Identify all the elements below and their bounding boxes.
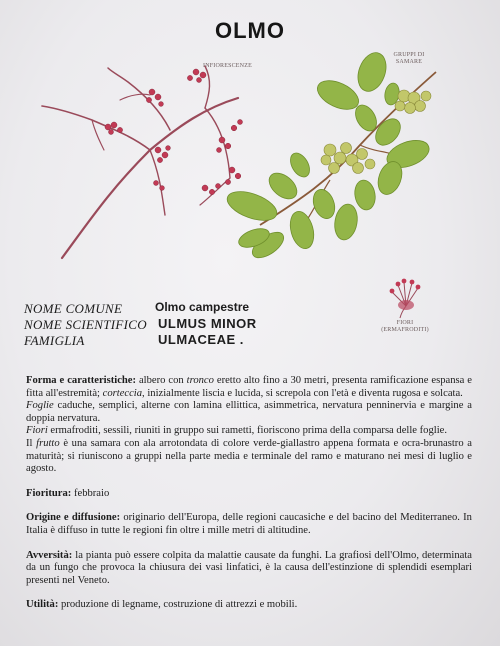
- utilita-paragraph: [26, 599, 472, 612]
- frutto-paragraph: [26, 438, 472, 476]
- origine-text: originario dell'Europa, delle regioni caucasiche e del bacino del Mediterraneo. In Italia è diffuso in tutte le regioni fin oltre i mille metri di altitudine.: [26, 512, 472, 536]
- fiori-label: Fiori: [26, 425, 48, 437]
- forma-paragraph: [26, 375, 472, 400]
- nome-comune-label: NOME COMUNE: [24, 301, 123, 316]
- forma-label: Forma e caratteristiche:: [26, 375, 137, 386]
- fioritura-text: febbraio: [71, 487, 110, 499]
- forma-text-c: , inizialmente liscia e lucida, si screpola con l'età e diventa rugosa e solcata.: [142, 387, 463, 399]
- page-title: OLMO: [215, 18, 285, 43]
- utilita-text: produzione di legname, costruzione di attrezzi e mobili.: [58, 599, 298, 611]
- avversita-label: Avversità:: [26, 549, 73, 561]
- fioritura-paragraph: [26, 488, 472, 501]
- foglie-paragraph: [26, 400, 472, 425]
- utilita-label: Utilità:: [26, 599, 59, 611]
- fiori-text: ermafroditi, sessili, riuniti in gruppo sui rametti, fioriscono prima della comparsa delle foglie.: [47, 425, 448, 437]
- fiori-paragraph: [26, 425, 472, 438]
- label-fiori: FIORI (ERMAFRODITI): [381, 320, 429, 333]
- flower-detail: [392, 282, 418, 318]
- frutto-text: è una samara con ala arrotondata di colore verde-giallastro appena formata e ocra-brunastro a maturità; si riuniscono a gruppi nella parte media e terminale del ramo e maturano nei mesi di luglio e agosto.: [26, 437, 472, 475]
- label-inflorescenze: INFIORESCENZE: [203, 63, 252, 69]
- label-gruppi-samare: GRUPPI DI SAMARE: [393, 52, 425, 65]
- nome-scientifico-value: ULMUS MINOR: [158, 316, 257, 331]
- forma-text-a: albero con: [136, 375, 187, 386]
- avversita-paragraph: [26, 550, 472, 588]
- description-text: [26, 375, 472, 612]
- forma-text-b: eretto alto fino a 30 metri, presenta ramificazione espansa e fitta all'estremità;: [26, 375, 472, 399]
- flower-detail-calyx: [398, 300, 414, 310]
- famiglia-label: FAMIGLIA: [24, 333, 85, 348]
- frutto-label: frutto: [36, 437, 60, 449]
- elm-illustration: [0, 44, 500, 344]
- nome-comune-value: Olmo campestre: [155, 300, 250, 314]
- flowering-branch: [42, 66, 238, 258]
- forma-corteccia: corteccia: [102, 387, 143, 399]
- nome-scientifico-label: NOME SCIENTIFICO: [24, 317, 147, 332]
- avversita-text: la pianta può essere colpita da malattie causate da funghi. La grafiosi dell'Olmo, determinata da un fungo che provoca la chiusura dei vasi linfatici, è la causa dell'estinzione di splendidi esemplari presenti nel Veneto.: [26, 549, 472, 586]
- origine-paragraph: [26, 512, 472, 537]
- foglie-label: Foglie: [26, 400, 54, 412]
- frutto-text-a: Il: [26, 437, 37, 449]
- fioritura-label: Fioritura:: [26, 487, 72, 499]
- forma-tronco: tronco: [186, 375, 214, 386]
- famiglia-value: ULMACEAE .: [158, 332, 244, 347]
- origine-label: Origine e diffusione:: [26, 512, 121, 524]
- foglie-text: caduche, semplici, alterne con lamina ellittica, asimmetrica, nervatura penninervia e margine a doppia nervatura.: [26, 400, 472, 424]
